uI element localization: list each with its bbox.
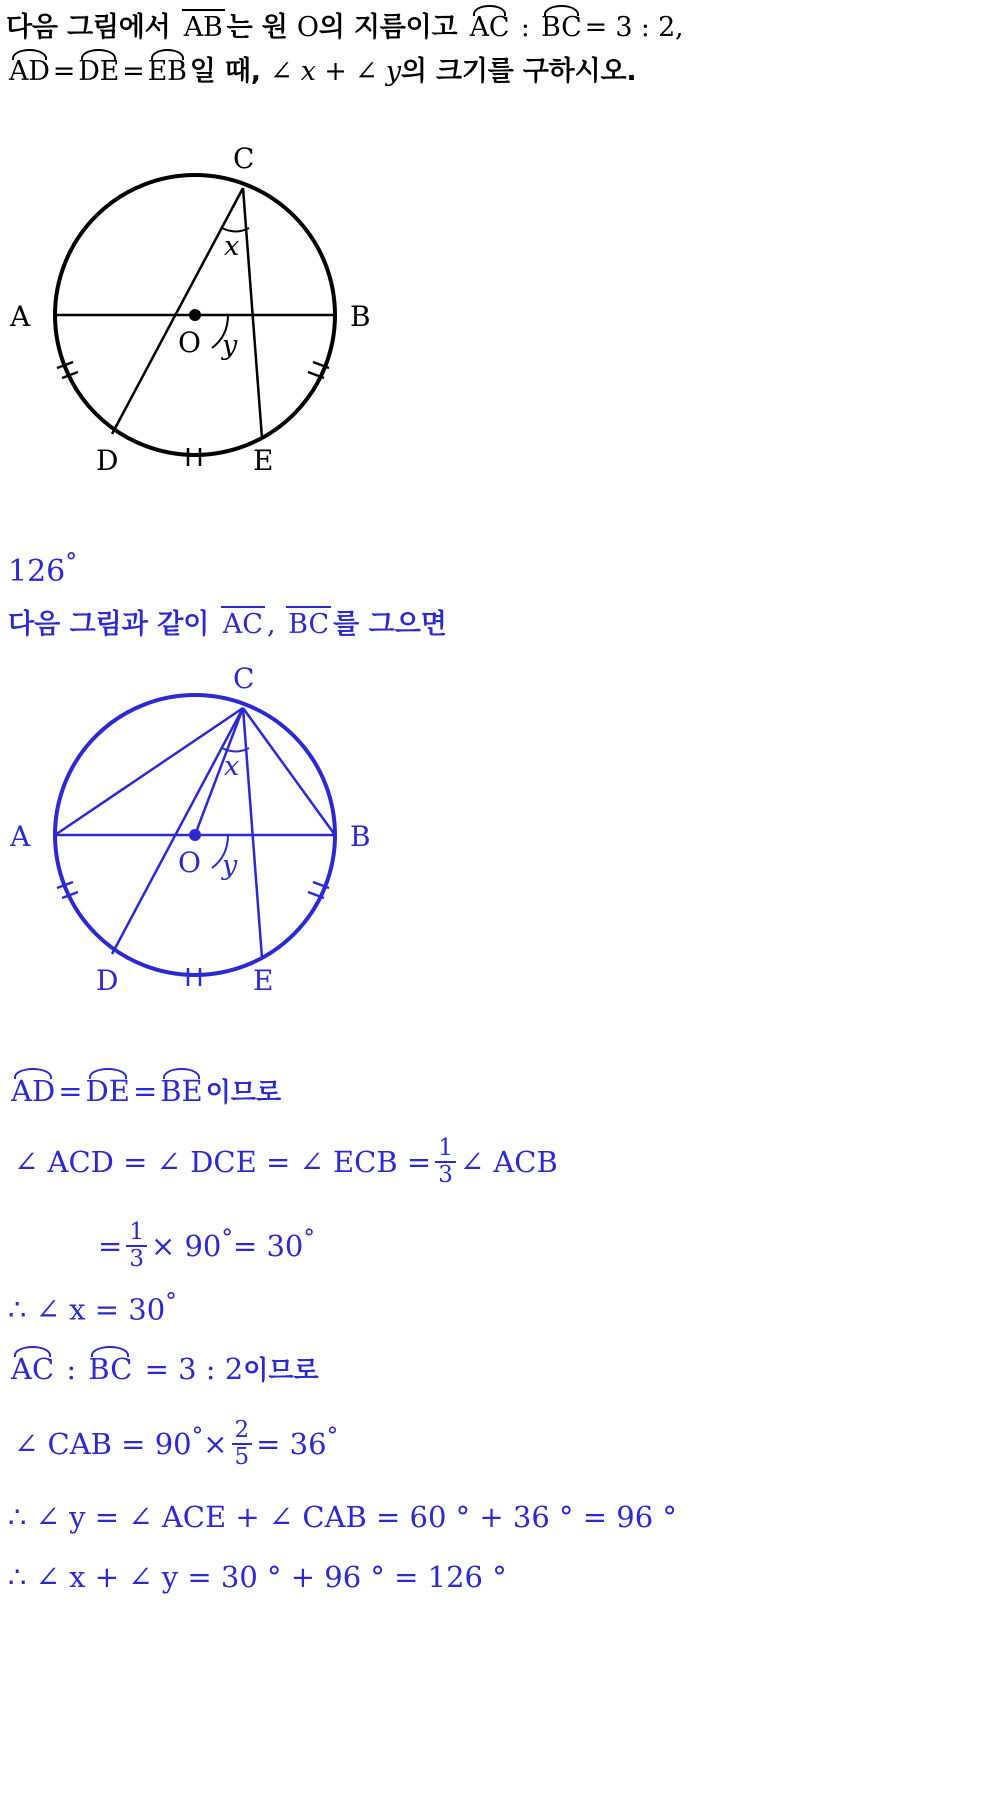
label-e-sol: E	[253, 964, 274, 997]
solution-step-2a: ∠ ACD = ∠ DCE = ∠ ECB =	[14, 1144, 432, 1179]
fraction-denominator-3: 5	[232, 1443, 253, 1470]
fraction-numerator: 1	[438, 1135, 453, 1161]
degree-sign-3b: °	[303, 1224, 315, 1252]
label-c-sol: C	[233, 662, 255, 695]
solution-step-5	[8, 1350, 319, 1387]
problem-line-2	[6, 50, 986, 94]
label-c: C	[233, 142, 255, 175]
equals-sol-1: =	[58, 1074, 83, 1108]
label-d-sol: D	[96, 964, 119, 997]
figure-problem-svg	[0, 140, 420, 500]
solution-step-5b: = 3 : 2	[135, 1352, 244, 1386]
solution-step-1	[8, 1072, 281, 1109]
equals-1: =	[52, 55, 76, 87]
solution-intro-a: 다음 그림과 같이	[8, 609, 219, 640]
arc-bc: BC	[541, 12, 582, 43]
answer-degree-sign: °	[65, 548, 78, 576]
solution-intro-comma: ,	[266, 609, 285, 640]
chord-ce	[243, 188, 262, 438]
arc-de-sol-text: DE	[85, 1074, 130, 1108]
label-angle-y-sol: y	[222, 850, 238, 881]
label-d: D	[96, 444, 119, 477]
times-sign-6: ×	[203, 1426, 228, 1461]
degree-sign-3a: °	[221, 1224, 233, 1252]
fraction-numerator-2: 1	[129, 1219, 144, 1245]
label-o-sol: O	[178, 846, 201, 879]
problem-line-1	[6, 6, 986, 50]
fraction-numerator-3: 2	[234, 1417, 250, 1443]
arc-bc-sol: BC	[88, 1352, 133, 1386]
label-b-sol: B	[350, 820, 371, 853]
problem-text-1c: 의 지름이고	[318, 12, 467, 43]
fraction-one-third-2	[126, 1220, 147, 1272]
fraction-denominator-2: 3	[126, 1245, 147, 1272]
arc-de: DE	[78, 55, 120, 87]
label-angle-x-sol: x	[224, 751, 240, 782]
arc-ad: AD	[9, 55, 50, 87]
solution-step-6	[14, 1417, 339, 1472]
arc-eb: EB	[147, 55, 187, 87]
solution-step-3	[98, 1219, 315, 1274]
solution-step-3-eq: =	[98, 1228, 123, 1263]
solution-step-3c: = 30	[232, 1228, 304, 1263]
solution-intro	[8, 602, 447, 641]
problem-text-1b: 는 원	[226, 12, 297, 43]
problem-text-2b: 의 크기를 구하시오.	[400, 55, 637, 87]
fraction-one-third	[435, 1136, 456, 1188]
answer-number: 126	[8, 553, 66, 589]
problem-statement	[6, 6, 986, 93]
arc-ac: AC	[469, 12, 510, 43]
label-o: O	[178, 326, 201, 359]
problem-text-1d: = 3 : 2,	[584, 12, 684, 43]
solution-step-2b: ∠ ACB	[459, 1144, 558, 1179]
solution-step-2	[14, 1135, 558, 1190]
chord-ac-sol	[55, 708, 243, 835]
label-e: E	[253, 444, 274, 477]
solution-step-5-tail: 이므로	[243, 1356, 319, 1386]
equals-sol-2: =	[132, 1074, 158, 1108]
degree-sign-4: °	[165, 1288, 177, 1315]
solution-step-4	[8, 1288, 177, 1326]
label-angle-y: y	[222, 330, 238, 361]
ratio-colon-1: :	[512, 12, 539, 43]
problem-text-2a: 일 때,	[189, 55, 270, 87]
figure-solution-svg	[0, 660, 420, 1020]
answer-value	[8, 548, 77, 589]
solution-step-3b: × 90	[150, 1228, 222, 1263]
degree-sign-6b: °	[326, 1422, 339, 1450]
solution-intro-b: 를 그으면	[333, 609, 447, 640]
fraction-two-fifths	[232, 1418, 253, 1470]
segment-ac: AC	[221, 606, 265, 640]
figure-solution	[0, 660, 420, 1024]
circle-o-label: O	[296, 12, 319, 43]
ratio-colon-sol: :	[57, 1352, 86, 1386]
problem-text-1a: 다음 그림에서	[6, 12, 180, 43]
arc-be-sol: BE	[160, 1074, 203, 1108]
label-a-sol: A	[10, 820, 31, 853]
solution-step-8: ∴ ∠ x + ∠ y = 30 ° + 96 ° = 126 °	[8, 1560, 507, 1594]
arc-ac-sol: AC	[11, 1352, 55, 1386]
chord-cd-sol	[112, 708, 243, 954]
center-point	[189, 309, 201, 321]
solution-step-1-tail: 이므로	[205, 1078, 282, 1108]
solution-step-7: ∴ ∠ y = ∠ ACE + ∠ CAB = 60 ° + 36 ° = 96 °	[8, 1500, 677, 1534]
solution-step-4-text: ∴ ∠ x = 30	[8, 1292, 166, 1327]
figure-problem	[0, 140, 420, 504]
solution-step-6b: = 36	[256, 1426, 327, 1461]
arc-ad-sol: AD	[11, 1074, 56, 1108]
degree-sign-6a: °	[191, 1422, 204, 1450]
chord-ce-sol	[243, 708, 262, 958]
angle-y-expr: ∠ y	[346, 55, 401, 87]
label-angle-x: x	[224, 231, 240, 262]
segment-ab: AB	[182, 9, 225, 43]
segment-bc: BC	[286, 606, 331, 640]
angle-x-expr: ∠ x +	[269, 55, 347, 87]
solution-step-6a: ∠ CAB = 90	[14, 1426, 192, 1461]
label-b: B	[350, 300, 371, 333]
equals-2: =	[122, 55, 145, 87]
label-a: A	[10, 300, 31, 333]
center-point-sol	[189, 829, 201, 841]
fraction-denominator: 3	[435, 1161, 456, 1188]
chord-cd	[112, 188, 243, 434]
